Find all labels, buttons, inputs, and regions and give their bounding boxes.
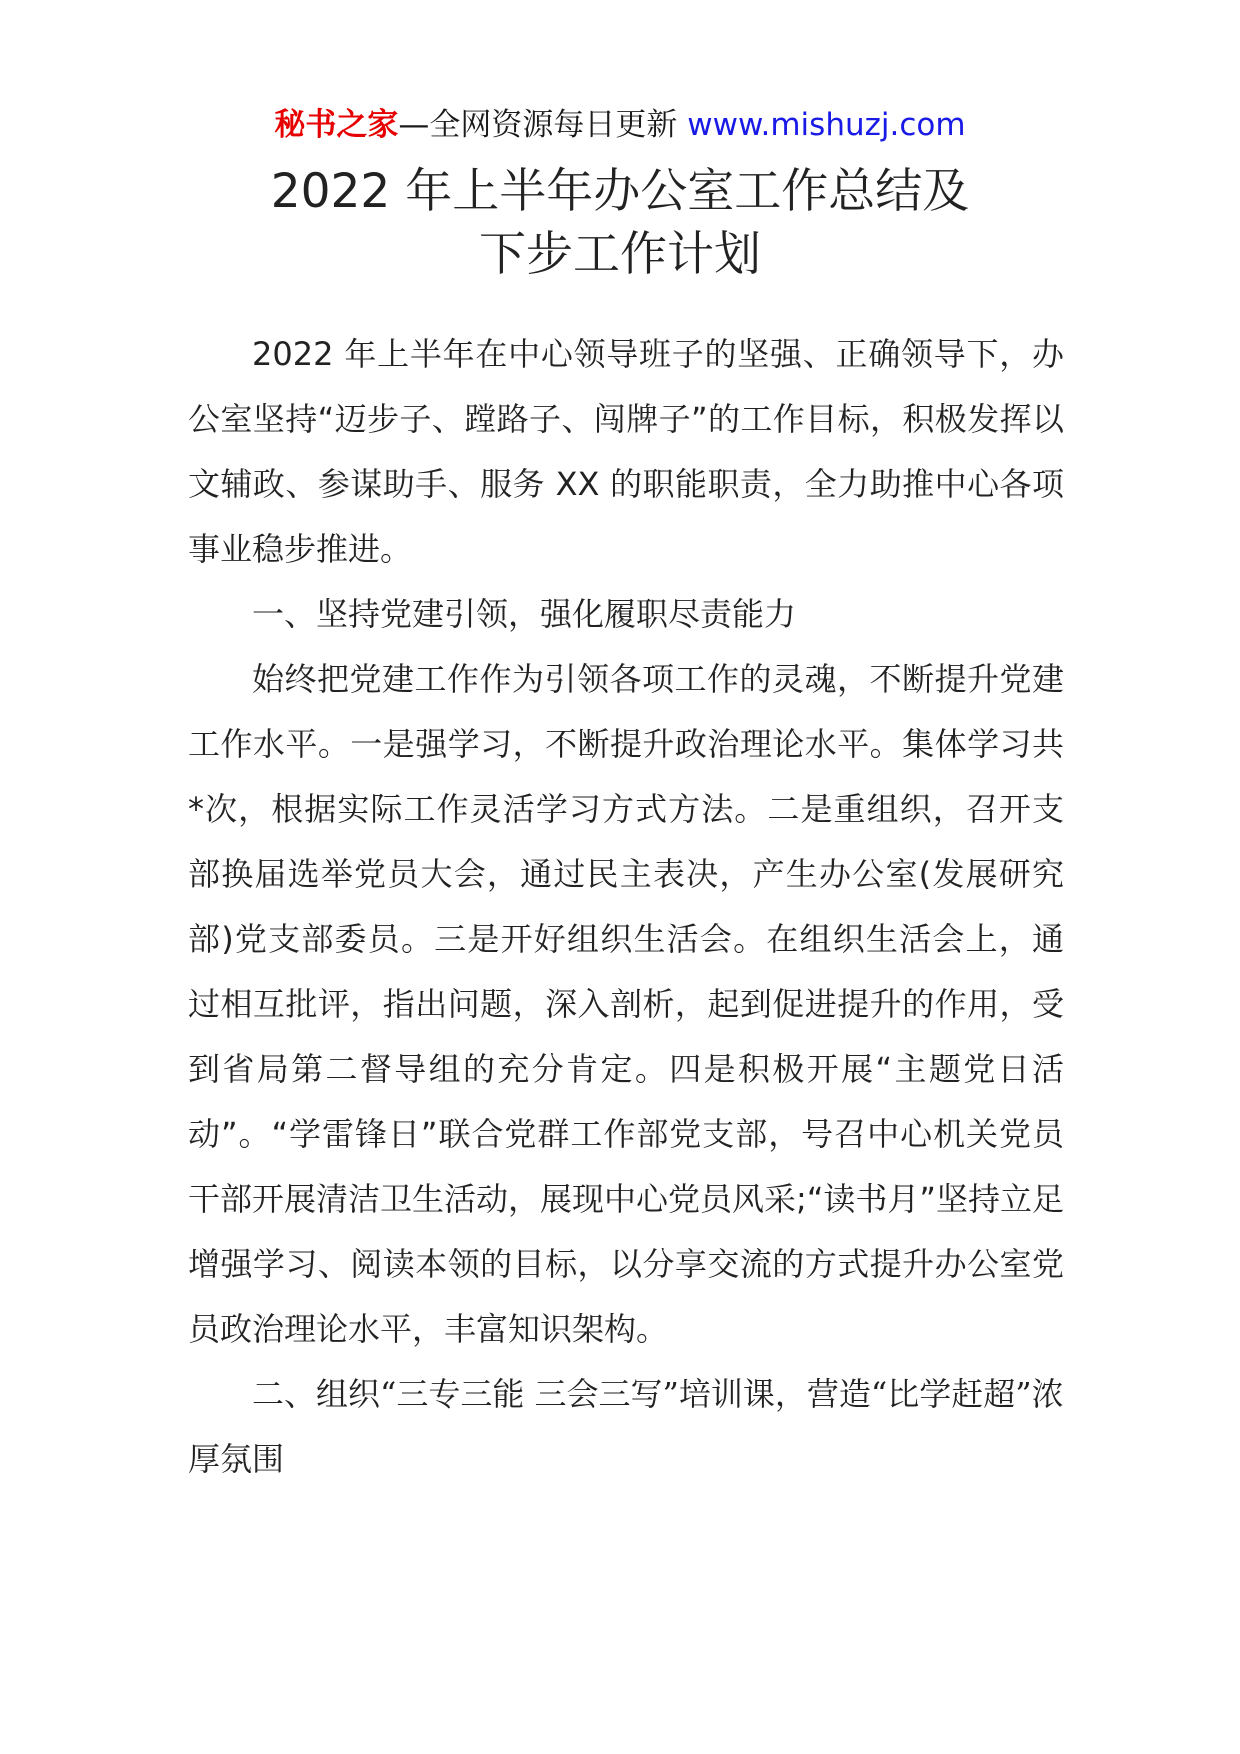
intro-paragraph: 2022 年上半年在中心领导班子的坚强、正确领导下，办公室坚持“迈步子、蹚路子、闯牌子”的工作目标，积极发挥以文辅政、参谋助手、服务 XX 的职能职责，全力助推中心各项事业稳步推进。	[188, 335, 1064, 568]
section-1-paragraph: 始终把党建工作作为引领各项工作的灵魂，不断提升党建工作水平。一是强学习，不断提升政治理论水平。集体学习共*次，根据实际工作灵活学习方式方法。二是重组织，召开支部换届选举党员大会，通过民主表决，产生办公室(发展研究部)党支部委员。三是开好组织生活会。在组织生活会上，通过相互批评，指出问题，深入剖析，起到促进提升的作用，受到省局第二督导组的充分肯定。四是积极开展“主题党日活动”。“学雷锋日”联合党群工作部党支部，号召中心机关党员干部开展清洁卫生活动，展现中心党员风采;“读书月”坚持立足增强学习、阅读本领的目标，以分享交流的方式提升办公室党员政治理论水平，丰富知识架构。	[188, 660, 1064, 1348]
section-1-heading: 一、坚持党建引领，强化履职尽责能力	[252, 595, 797, 633]
title-line-2: 下步工作计划	[479, 227, 761, 282]
section-2-heading: 二、组织“三专三能 三会三写”培训课，营造“比学赶超”浓厚氛围	[188, 1375, 1064, 1478]
document-body	[188, 322, 1064, 1492]
title-line-1: 2022 年上半年办公室工作总结及	[270, 164, 970, 219]
site-url-link[interactable]: www.mishuzj.com	[687, 107, 966, 143]
site-header	[0, 103, 1240, 147]
brand-name: 秘书之家	[274, 107, 399, 143]
header-tagline: —全网资源每日更新	[398, 107, 688, 143]
document-title	[0, 160, 1240, 286]
